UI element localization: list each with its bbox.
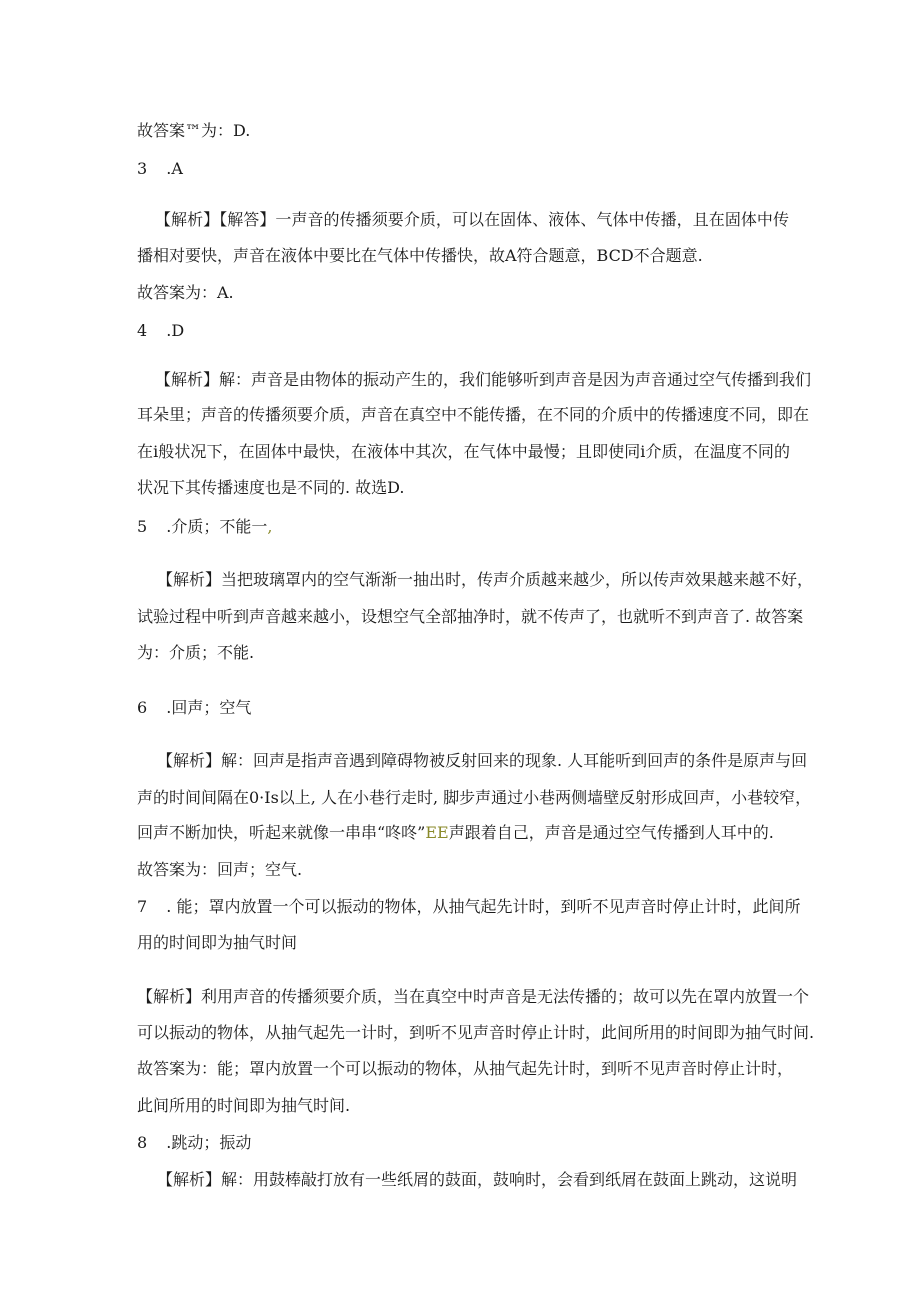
answer-line: 故答案为：A. (137, 283, 234, 302)
question-answer-title: .介质；不能一 (166, 517, 268, 536)
analysis-line: 【解析】解：回声是指声音遇到障碍物被反射回来的现象. 人耳能听到回声的条件是原声与回 (157, 751, 808, 770)
analysis-line: 试验过程中听到声音越来越小，设想空气全部抽净时，就不传声了，也就听不到声音了. 故答案 (137, 607, 804, 626)
question-answer-title-cont: 用的时间即为抽气时间 (137, 933, 298, 952)
question-answer-title: .D (166, 321, 185, 340)
question-number (137, 1133, 251, 1153)
question-number-label: 5 (137, 517, 148, 536)
analysis-text: 回声不断加快，听起来就像一串串“咚咚” (137, 823, 426, 842)
analysis-line: 【解析】利用声音的传播须要介质，当在真空中时声音是无法传播的；故可以先在罩内放置一个 (137, 987, 810, 1006)
question-number-label: 8 (137, 1133, 148, 1152)
question-answer-title: . 能；罩内放置一个可以振动的物体，从抽气起先计时，到听不见声音时停止计时，此间所 (166, 897, 801, 916)
question-answer-title: .跳动；振动 (166, 1133, 252, 1152)
question-number-label: 4 (137, 321, 148, 340)
question-number (137, 321, 184, 341)
question-number (137, 517, 272, 537)
analysis-line: 【解析】当把玻璃罩内的空气渐渐一抽出时，传声介质越来越少，所以传声效果越来越不好， (157, 570, 814, 589)
analysis-line: 可以振动的物体，从抽气起先一计时，到听不见声音时停止计时，此间所用的时间即为抽气时间. (137, 1023, 815, 1042)
question-number-label: 7 (137, 897, 148, 916)
answer-line: 故答案为：回声；空气. (137, 860, 303, 879)
question-number (137, 159, 183, 179)
question-number-label: 3 (137, 159, 148, 178)
analysis-line: 【解析】解：声音是由物体的振动产生的，我们能够听到声音是因为声音通过空气传播到我们 (155, 370, 812, 389)
analysis-line: 播相对要快，声音在液体中要比在气体中传播快，故A符合题意，BCD不合题意. (137, 246, 703, 265)
question-answer-title: .回声；空气 (166, 698, 252, 717)
question-number (137, 698, 251, 718)
analysis-line: 状况下其传播速度也是不同的. 故选D. (137, 478, 405, 497)
analysis-line: 此间所用的时间即为抽气时间. (137, 1096, 351, 1115)
analysis-line: 声的时间间隔在0·Is以上, 人在小巷行走时, 脚步声通过小巷两侧墙壁反射形成回声，小巷较窄， (137, 788, 812, 807)
question-answer-title: .A (166, 159, 183, 178)
analysis-mark: EE (425, 823, 449, 842)
analysis-text: 声跟着自己，声音是通过空气传播到人耳中的. (448, 823, 774, 842)
question-title-mark: , (267, 517, 273, 536)
analysis-line: 故答案为：能；罩内放置一个可以振动的物体，从抽气起先计时，到听不见声音时停止计时， (137, 1059, 794, 1078)
analysis-line: 【解析】解：用鼓棒敲打放有一些纸屑的鼓面，鼓响时，会看到纸屑在鼓面上跳动，这说明 (157, 1170, 798, 1189)
question-number-label: 6 (137, 698, 148, 717)
analysis-line: 在i般状况下，在固体中最快，在液体中其次，在气体中最慢；且即使同i介质，在温度不同的 (137, 442, 790, 461)
analysis-line: 耳朵里；声音的传播须要介质，声音在真空中不能传播，在不同的介质中的传播速度不同，即在 (137, 405, 810, 424)
analysis-line (137, 823, 774, 843)
analysis-line: 为：介质；不能. (137, 643, 255, 662)
analysis-line: 【解析】【解答】一声音的传播须要介质，可以在固体、液体、气体中传播，且在固体中传 (155, 210, 789, 229)
question-number (137, 897, 800, 917)
answer-line-q2: 故答案™为：D. (137, 121, 251, 140)
